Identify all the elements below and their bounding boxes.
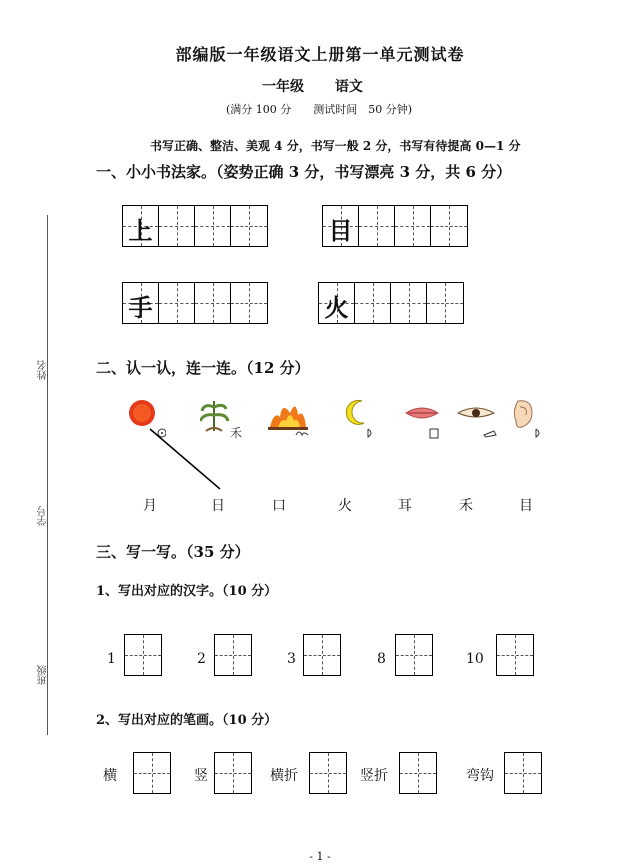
answer-box[interactable] [309, 752, 347, 794]
section2-heading: 二、认一认，连一连。（12 分） [96, 359, 310, 377]
match-char[interactable]: 火 [338, 498, 352, 514]
page-title: 部编版一年级语文上册第一单元测试卷 [175, 45, 465, 64]
answer-box[interactable] [214, 752, 252, 794]
fire-icon [266, 397, 316, 443]
grade-label: 一年级 [262, 79, 304, 95]
model-char: 目 [328, 217, 353, 245]
stroke-label: 横 [103, 768, 117, 784]
model-char: 手 [128, 294, 153, 322]
section3-heading: 三、写一写。（35 分） [96, 543, 250, 561]
match-char[interactable]: 月 [143, 498, 157, 514]
answer-box[interactable] [395, 634, 433, 676]
subtitle [262, 76, 389, 96]
moon-icon [338, 397, 378, 443]
answer-box[interactable] [303, 634, 341, 676]
match-char[interactable]: 禾 [459, 498, 473, 514]
match-char[interactable]: 目 [519, 498, 533, 514]
writing-grid-2[interactable] [322, 205, 468, 247]
binding-line [47, 215, 48, 735]
writing-grid-1[interactable] [122, 205, 268, 247]
number-label: 3 [287, 651, 296, 667]
page-number: - 1 - [309, 850, 331, 863]
match-char[interactable]: 口 [272, 498, 286, 514]
stroke-label: 横折 [270, 768, 298, 784]
answer-box[interactable] [214, 634, 252, 676]
sample-connect-line [140, 425, 230, 495]
eye-icon [456, 397, 502, 443]
model-char: 上 [128, 217, 153, 245]
answer-box[interactable] [496, 634, 534, 676]
number-label: 1 [107, 651, 116, 667]
answer-box[interactable] [124, 634, 162, 676]
student-id-label: 学号 [38, 506, 49, 526]
section1-heading: 一、小小书法家。（姿势正确 3 分，书写漂亮 3 分，共 6 分） [96, 163, 512, 181]
model-char: 火 [324, 294, 349, 322]
q2-heading: 2、写出对应的笔画。（10 分） [96, 713, 278, 728]
writing-rule: 书写正确、整洁、美观 4 分，书写一般 2 分，书写有待提高 0—1 分 [150, 139, 521, 153]
subject-label: 语文 [334, 79, 363, 95]
writing-grid-3[interactable] [122, 282, 268, 324]
stroke-label: 竖 [194, 768, 208, 784]
svg-text:禾: 禾 [230, 426, 243, 440]
stroke-label: 竖折 [360, 768, 388, 784]
class-label: 班级 [38, 665, 49, 685]
number-label: 8 [377, 651, 386, 667]
mouth-icon [404, 397, 444, 443]
ear-icon [508, 397, 548, 443]
answer-box[interactable] [133, 752, 171, 794]
match-char[interactable]: 日 [211, 498, 225, 514]
number-label: 10 [466, 651, 484, 667]
exam-note: (满分 100 分 测试时间 50 分钟) [226, 103, 413, 116]
stroke-label: 弯钩 [466, 768, 494, 784]
match-char[interactable]: 耳 [398, 498, 412, 514]
number-label: 2 [197, 651, 206, 667]
writing-grid-4[interactable] [318, 282, 464, 324]
name-label: 姓名 [38, 360, 49, 380]
answer-box[interactable] [504, 752, 542, 794]
q1-heading: 1、写出对应的汉字。（10 分） [96, 584, 278, 599]
answer-box[interactable] [399, 752, 437, 794]
